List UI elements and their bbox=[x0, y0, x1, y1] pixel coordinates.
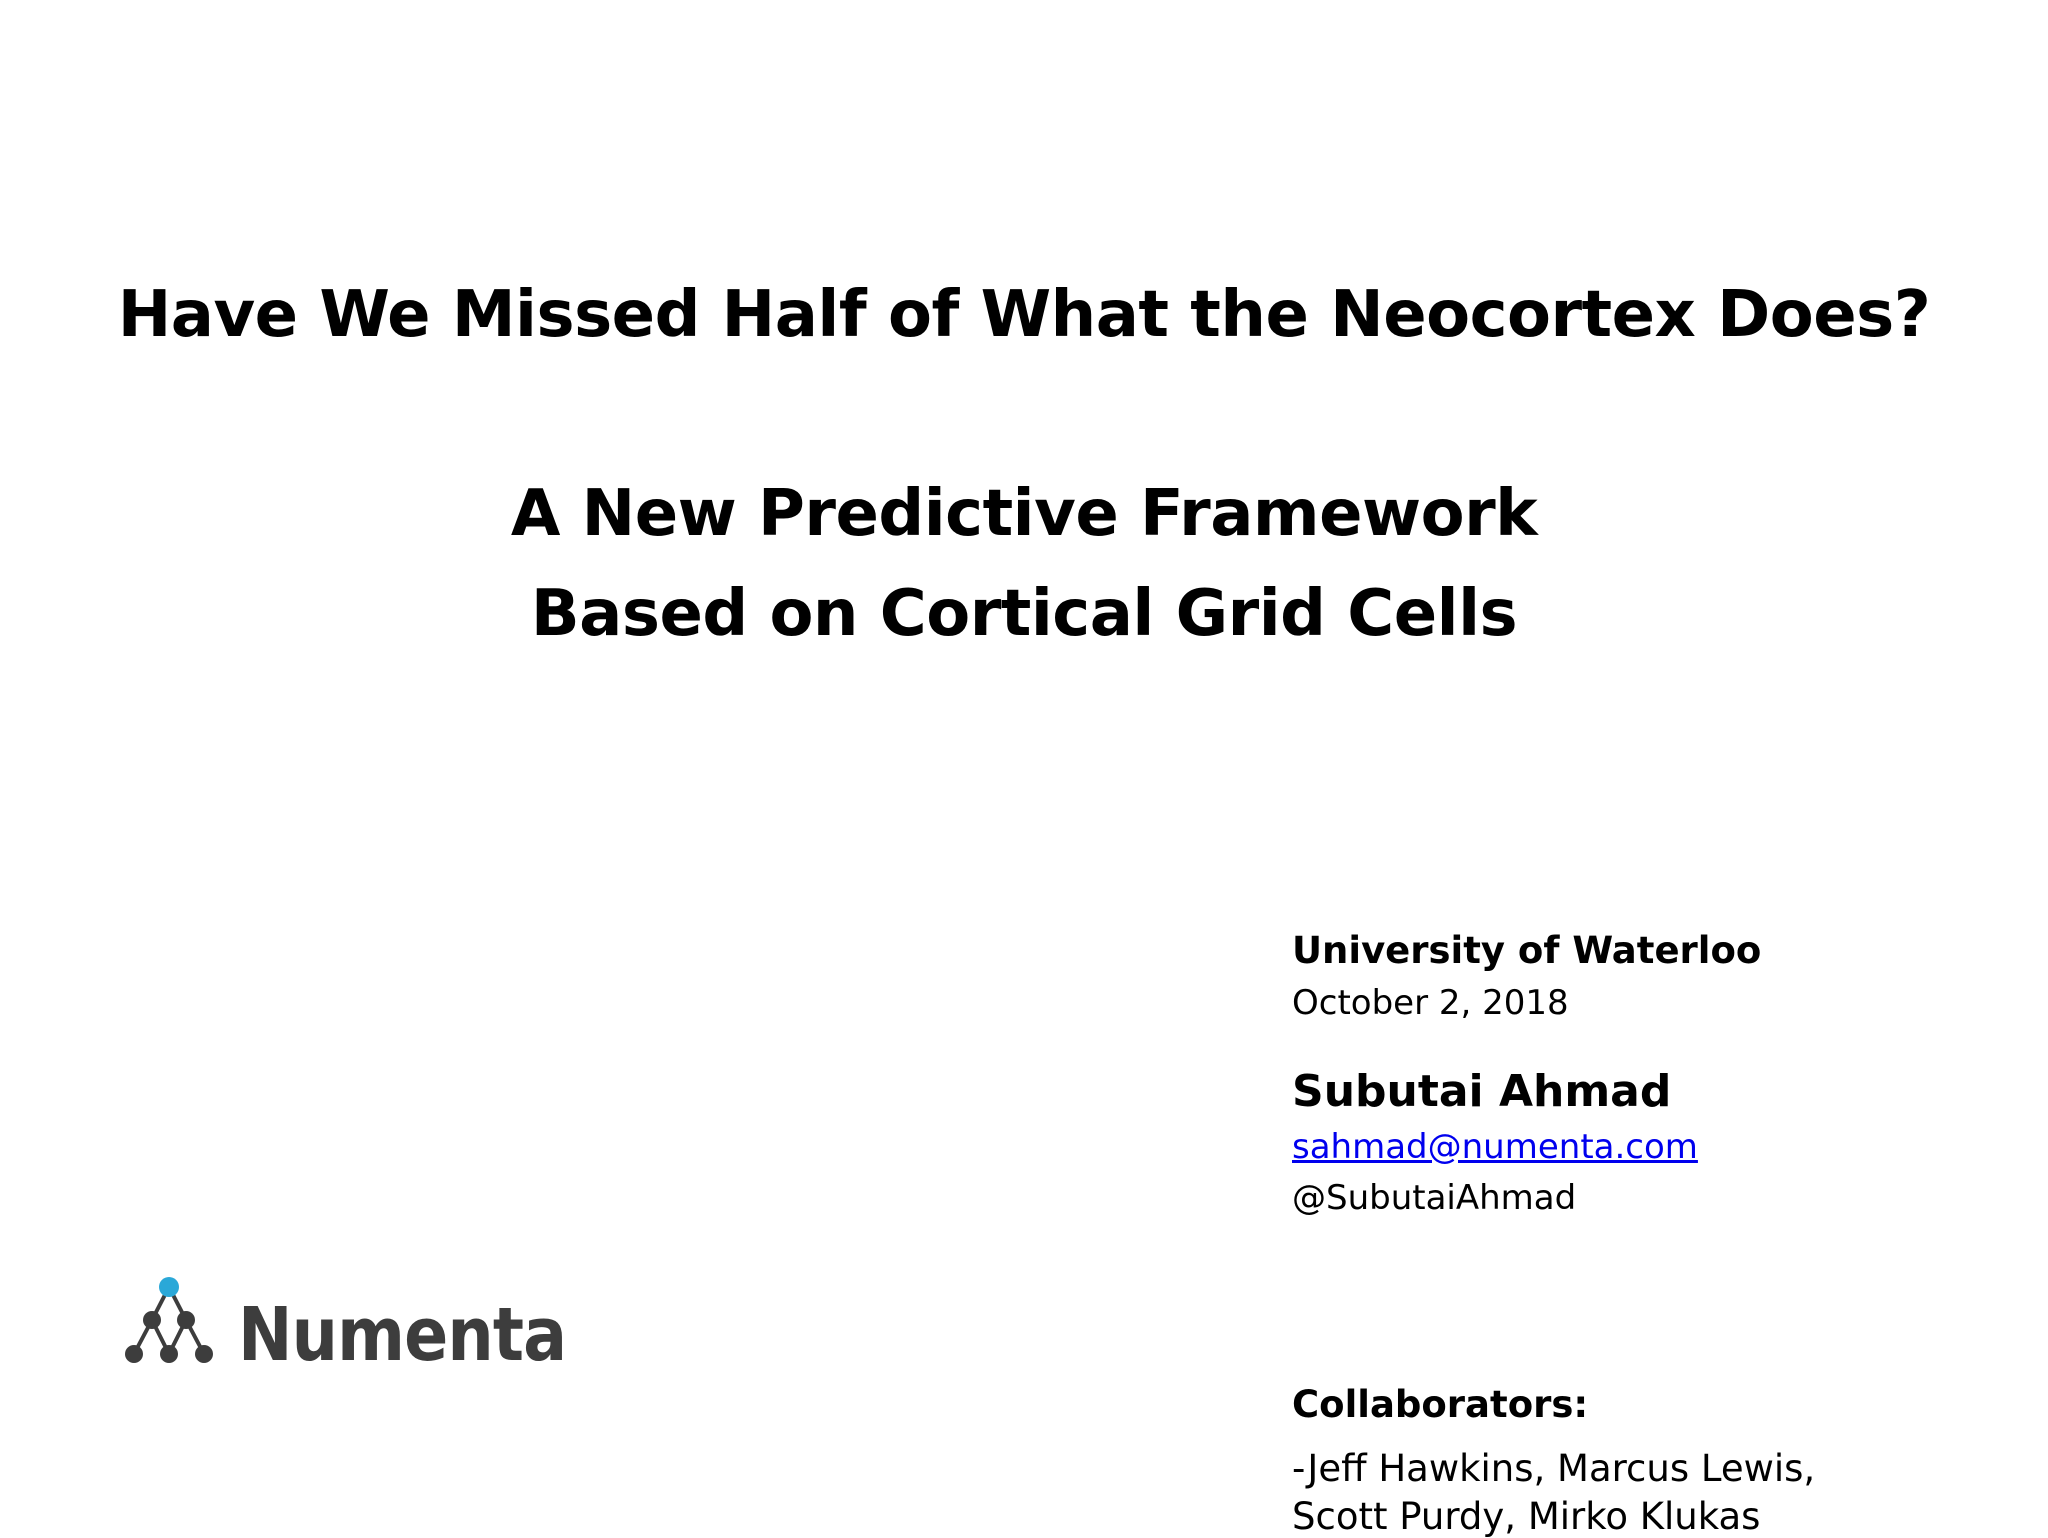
slide-subtitle-line-2: Based on Cortical Grid Cells bbox=[530, 577, 1518, 651]
slide-subtitle-line-1: A New Predictive Framework bbox=[510, 477, 1538, 551]
speaker-handle: @SubutaiAhmad bbox=[1292, 1178, 1577, 1218]
collaborators-line-2: Scott Purdy, Mirko Klukas bbox=[1292, 1495, 1761, 1538]
network-nodes-icon bbox=[114, 1272, 234, 1392]
collaborators-line-1: -Jeff Hawkins, Marcus Lewis, bbox=[1292, 1447, 1816, 1490]
speaker-email-link[interactable]: sahmad@numenta.com bbox=[1292, 1127, 1698, 1167]
speaker-name: Subutai Ahmad bbox=[1292, 1066, 1672, 1117]
event-institution: University of Waterloo bbox=[1292, 929, 1762, 972]
numenta-logo bbox=[114, 1272, 567, 1392]
logo-wordmark: Numenta bbox=[238, 1292, 567, 1378]
event-date: October 2, 2018 bbox=[1292, 983, 1569, 1023]
collaborators-heading: Collaborators: bbox=[1292, 1383, 1589, 1426]
slide-title: Have We Missed Half of What the Neocortex Does? bbox=[117, 278, 1931, 352]
